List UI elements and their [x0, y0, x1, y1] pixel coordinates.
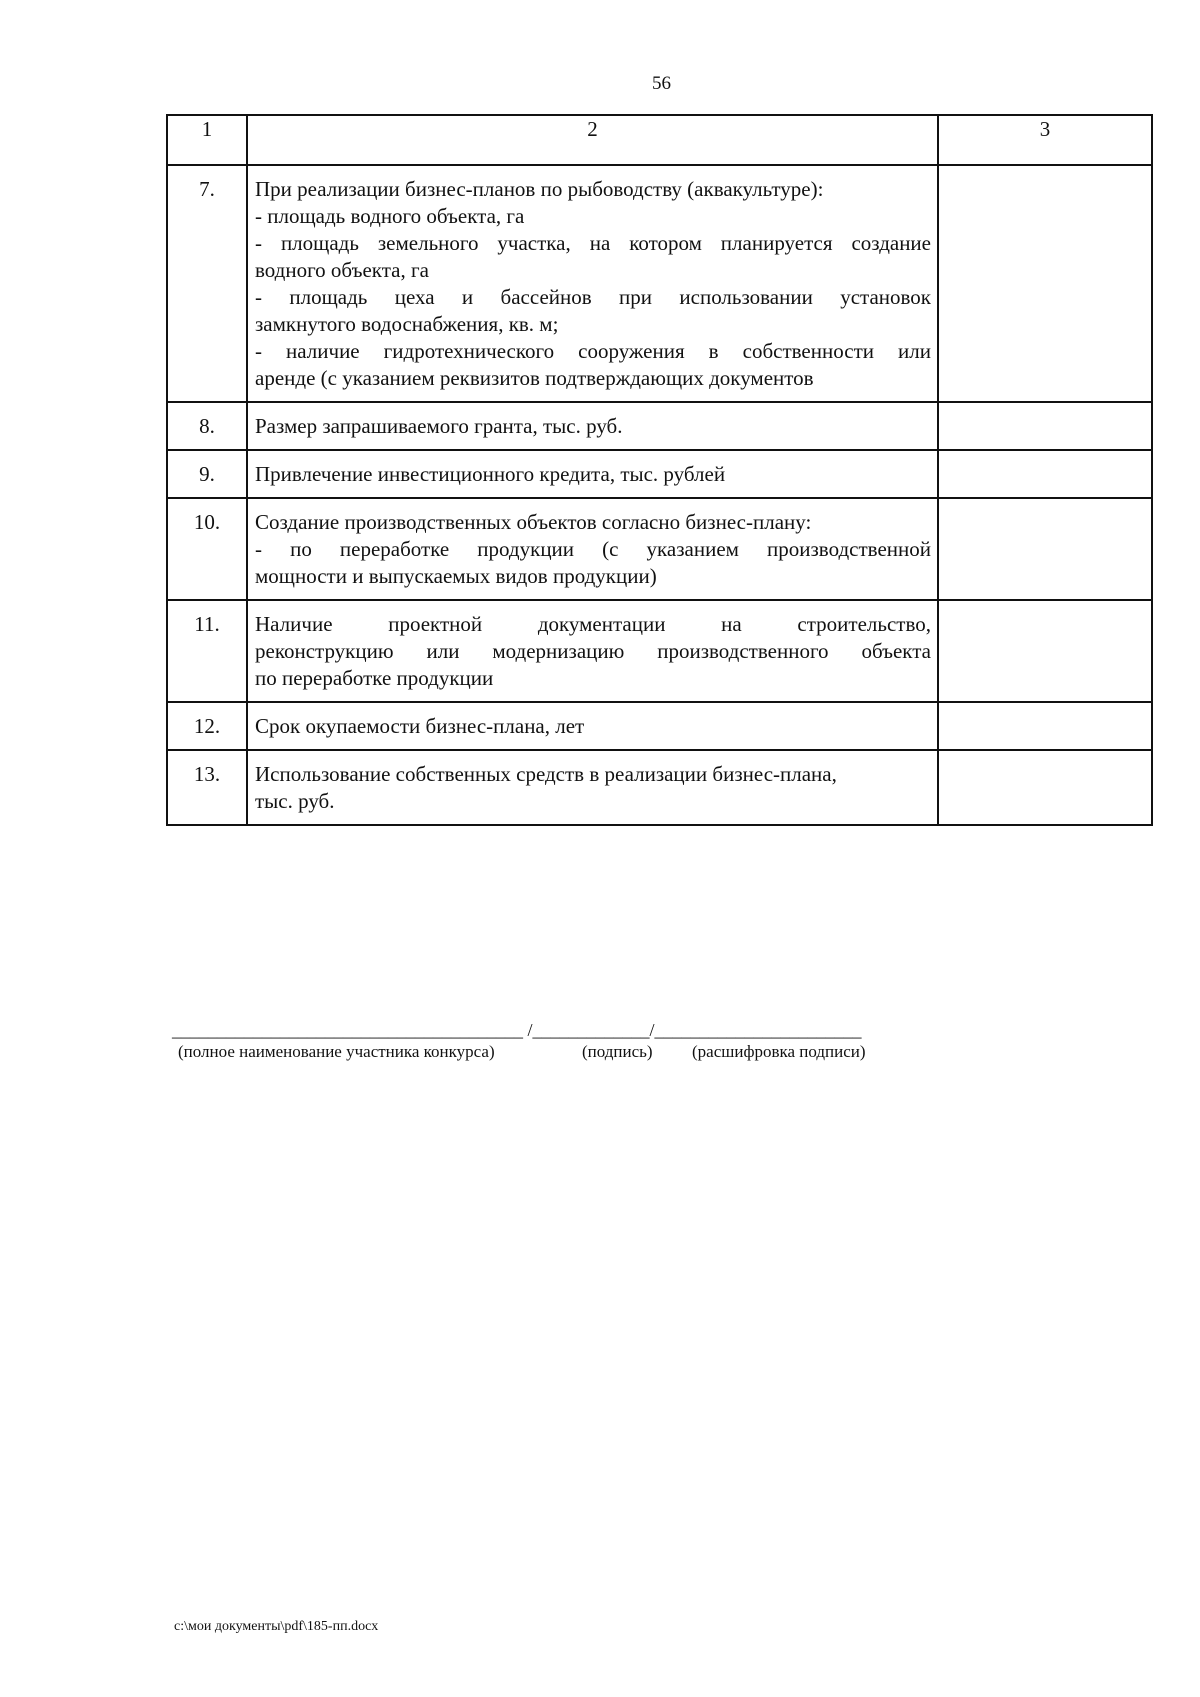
table-row — [167, 165, 1152, 402]
row-description — [247, 600, 938, 702]
row-description — [247, 402, 938, 450]
table-header-row — [167, 115, 1152, 165]
table-row — [167, 750, 1152, 825]
row-number: 11. — [167, 600, 247, 702]
description-line: Срок окупаемости бизнес-плана, лет — [255, 714, 585, 738]
description-line: Привлечение инвестиционного кредита, тыс. рублей — [255, 462, 726, 486]
row-description — [247, 450, 938, 498]
table-row — [167, 498, 1152, 600]
row-number: 9. — [167, 450, 247, 498]
row-number: 8. — [167, 402, 247, 450]
row-value-cell[interactable] — [938, 498, 1152, 600]
caption-signature: (подпись) — [582, 1042, 653, 1061]
description-line: - площадь водного объекта, га — [255, 204, 525, 228]
description-line: Размер запрашиваемого гранта, тыс. руб. — [255, 414, 623, 438]
description-line: - наличие гидротехнического сооружения в собственности или — [255, 339, 931, 363]
table-row — [167, 402, 1152, 450]
description-line: по переработке продукции — [255, 666, 494, 690]
row-value-cell[interactable] — [938, 402, 1152, 450]
description-line: аренде (с указанием реквизитов подтверждающих документов — [255, 366, 814, 390]
description-line: - площадь цеха и бассейнов при использовании установок — [255, 285, 931, 309]
row-value-cell[interactable] — [938, 450, 1152, 498]
description-line: При реализации бизнес-планов по рыбоводству (аквакультуре): — [255, 177, 824, 201]
description-line: Использование собственных средств в реализации бизнес-плана, — [255, 762, 837, 786]
description-line: водного объекта, га — [255, 258, 429, 282]
row-number: 10. — [167, 498, 247, 600]
description-line: - по переработке продукции (с указанием производственной — [255, 537, 931, 561]
row-value-cell[interactable] — [938, 750, 1152, 825]
table-row — [167, 450, 1152, 498]
page-number: 56 — [652, 73, 671, 94]
signature-block — [172, 1020, 1052, 1066]
row-description — [247, 165, 938, 402]
table-row — [167, 600, 1152, 702]
row-description — [247, 750, 938, 825]
caption-signature-decoding: (расшифровка подписи) — [692, 1042, 866, 1061]
footer-file-path: c:\мои документы\pdf\185-пп.docx — [174, 1619, 379, 1634]
header-cell-value: 3 — [938, 115, 1152, 165]
description-line: реконструкцию или модернизацию производственного объекта — [255, 639, 931, 663]
application-form-table — [166, 114, 1153, 826]
row-number: 13. — [167, 750, 247, 825]
description-line: замкнутого водоснабжения, кв. м; — [255, 312, 559, 336]
description-line: Наличие проектной документации на строительство, — [255, 612, 931, 636]
caption-participant-name: (полное наименование участника конкурса) — [178, 1042, 495, 1061]
description-line: мощности и выпускаемых видов продукции) — [255, 564, 657, 588]
row-value-cell[interactable] — [938, 600, 1152, 702]
description-line: тыс. руб. — [255, 789, 335, 813]
row-number: 7. — [167, 165, 247, 402]
header-cell-description: 2 — [247, 115, 938, 165]
signature-lines[interactable]: _______________________________________ /_____________/_______________________ — [172, 1020, 862, 1040]
row-value-cell[interactable] — [938, 165, 1152, 402]
table-row — [167, 702, 1152, 750]
description-line: - площадь земельного участка, на котором планируется создание — [255, 231, 931, 255]
row-description — [247, 702, 938, 750]
header-cell-number: 1 — [167, 115, 247, 165]
description-line: Создание производственных объектов согласно бизнес-плану: — [255, 510, 812, 534]
row-description — [247, 498, 938, 600]
row-value-cell[interactable] — [938, 702, 1152, 750]
signature-captions — [172, 1042, 1052, 1066]
row-number: 12. — [167, 702, 247, 750]
